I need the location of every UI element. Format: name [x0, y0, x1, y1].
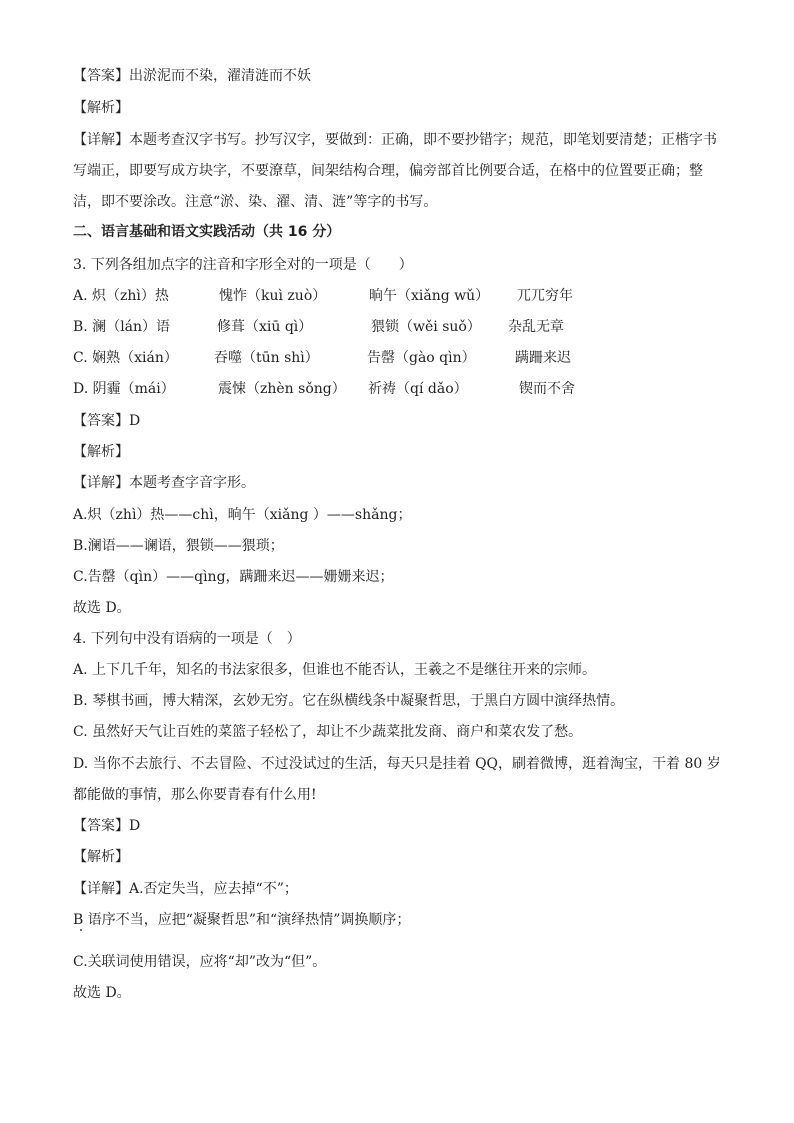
explanation-line-q3-2: A.炽（zhì）热——chì，晌午（xiǎng ）——shǎng； [73, 507, 412, 523]
option-d-item-1: D. 阴霾（mái） [73, 381, 175, 397]
analysis-label-q3: 【解析】 [73, 444, 129, 460]
answer-line-q3: 【答案】D [73, 413, 141, 429]
question-4-stem: 4. 下列句中没有语病的一项是（ ） [73, 631, 301, 647]
option-b-item-2: 修葺（xiū qì） [217, 319, 313, 335]
analysis-label-q4: 【解析】 [73, 849, 129, 865]
question-4-option-d-line-1: D. 当你不去旅行、不去冒险、不过没试过的生活，每天只是挂着 QQ，刷着微博，逛着淘宝，干着 80 岁 [73, 756, 721, 772]
option-b-item-4: 杂乱无章 [508, 319, 564, 335]
option-c-item-2: 吞噬（tūn shì） [214, 350, 319, 366]
option-b-item-3: 猥锁（wěi suǒ） [371, 319, 481, 335]
option-a-item-3: 晌午（xiǎng wǔ） [369, 288, 490, 304]
option-a-item-4: 兀兀穷年 [517, 288, 573, 304]
option-a-item-1: A. 炽（zhì）热 [73, 288, 169, 304]
option-d-item-2: 震悚（zhèn sǒng） [218, 381, 346, 397]
answer-line-q4: 【答案】D [73, 818, 141, 834]
question-3-stem: 3. 下列各组加点字的注音和字形全对的一项是（ ） [73, 257, 413, 273]
explanation-line-q4-3: C.关联词使用错误，应将“却”改为“但”。 [73, 954, 327, 970]
explanation-line-q3-4: C.告罄（qìn）——qìng，蹒跚来迟——姗姗来迟； [73, 569, 394, 585]
conclusion-line-q3: 故选 D。 [73, 600, 131, 616]
option-c-item-3: 告罄（gào qìn） [367, 350, 476, 366]
question-4-option-a: A. 上下几千年，知名的书法家很多，但谁也不能否认，王羲之不是继往开来的宗师。 [73, 662, 597, 678]
question-4-option-b: B. 琴棋书画，博大精深，玄妙无穷。它在纵横线条中凝聚哲思，于黑白方圆中演绎热情。 [73, 693, 625, 709]
answer-line-q2: 【答案】出淤泥而不染，濯清涟而不妖 [73, 68, 311, 84]
option-b-item-1: B. 澜（lán）语 [73, 319, 171, 335]
explanation-line-q4-1: 【详解】A.否定失当，应去掉“不”； [73, 881, 298, 897]
explanation-line-q3-3: B.澜语——谰语，猥锁——猥琐； [73, 538, 284, 554]
stray-dot-mark [80, 929, 82, 931]
conclusion-line-q4: 故选 D。 [73, 985, 131, 1001]
explanation-line-q2-1: 【详解】本题考查汉字书写。抄写汉字，要做到：正确，即不要抄错字；规范，即笔划要清楚；正楷字书 [73, 132, 717, 148]
explanation-line-q2-3: 洁，即不要涂改。注意“淤、染、濯、清、涟”等字的书写。 [73, 194, 438, 210]
option-d-item-4: 锲而不舍 [519, 381, 575, 397]
question-4-option-d-line-2: 都能做的事情，那么你要青春有什么用! [73, 787, 317, 803]
option-c-item-4: 蹒跚来迟 [515, 350, 571, 366]
section-heading: 二、语言基础和语文实践活动（共 16 分） [73, 224, 341, 240]
option-a-item-2: 愧怍（kuì zuò） [219, 288, 327, 304]
explanation-line-q2-2: 写端正，即要写成方块字，不要潦草，间架结构合理，偏旁部首比例要合适，在格中的位置要正确；整 [73, 163, 703, 179]
explanation-line-q3-1: 【详解】本题考查字音字形。 [73, 475, 255, 491]
option-d-item-3: 祈祷（qí dǎo） [368, 381, 468, 397]
option-c-item-1: C. 娴熟（xián） [73, 350, 178, 366]
analysis-label-q2: 【解析】 [73, 100, 129, 116]
explanation-line-q4-2: B 语序不当，应把“凝聚哲思”和“演绎热情”调换顺序； [73, 912, 411, 928]
question-4-option-c: C. 虽然好天气让百姓的菜篮子轻松了，却让不少蔬菜批发商、商户和菜农发了愁。 [73, 724, 583, 740]
